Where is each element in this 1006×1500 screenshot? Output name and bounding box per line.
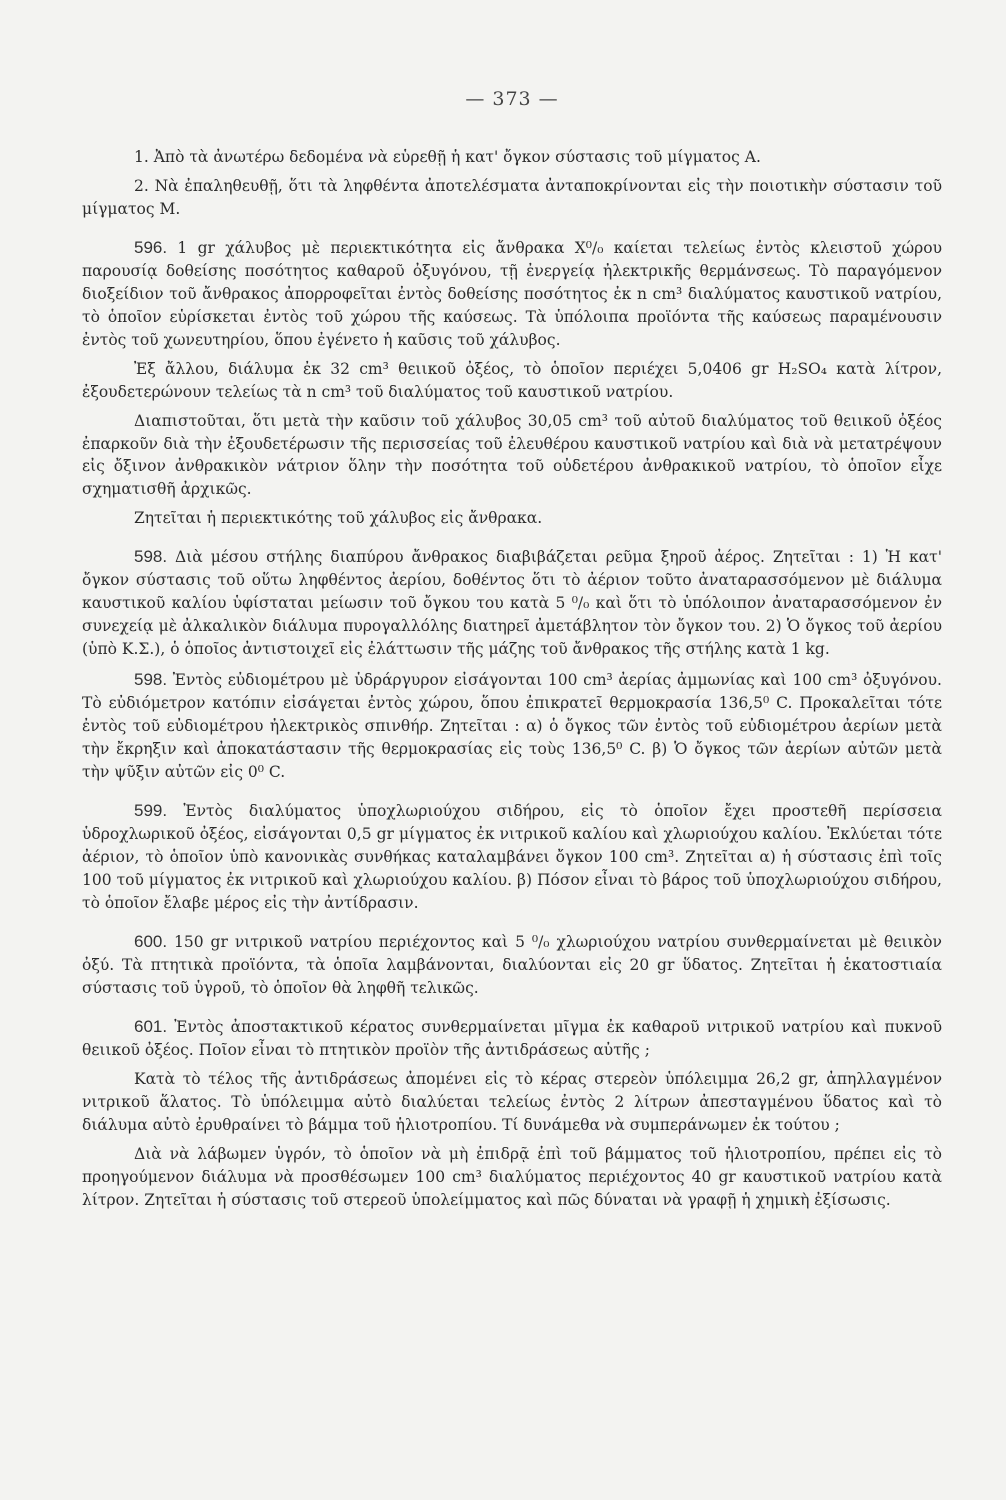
problem-599 <box>82 798 942 915</box>
page-number: — 373 — <box>465 88 559 110</box>
problem-596 <box>82 235 942 352</box>
problem-600 <box>82 929 942 1000</box>
paragraph-sulfuric-acid: Ἐξ ἄλλου, διάλυμα ἐκ 32 cm³ θειικοῦ ὀξέος, τὸ ὁποῖον περιέχει 5,0406 gr H₂SO₄ κατὰ λίτρον, ἐξουδετερώνουν τελείως τὰ n cm³ τοῦ διαλύματος τοῦ καυστικοῦ νατρίου. <box>82 359 942 401</box>
problem-601 <box>82 1014 942 1062</box>
problem-598b <box>82 667 942 784</box>
problem-text: Διὰ μέσου στήλης διαπύρου ἄνθρακος διαβιβάζεται ρεῦμα ξηροῦ ἀέρος. Ζητεῖται : 1) Ἡ κατ' ὄγκον σύστασις τοῦ οὕτω ληφθέντος ἀερίου, δοθέντος ὅτι τὸ ἀέριον τοῦτο ἀναταρασσόμενον μὲ διάλυμα καυστικοῦ καλίου ὑφίσταται μείωσιν τοῦ ὄγκου του κατὰ 5 ⁰/₀ καὶ ὅτι τὸ ὑπόλοιπον ἀναταρασσόμενον ἐν συνεχείᾳ μὲ ἀλκαλικὸν διάλυμα πυρογαλλόλης διατηρεῖ ἀμετάβλητον τὸν ὄγκον του. 2) Ὁ ὄγκος τοῦ ἀερίου (ὑπὸ Κ.Σ.), ὁ ὁποῖος ἀντιστοιχεῖ εἰς ἐλάττωσιν τῆς μάζης τοῦ ἄνθρακος τῆς στήλης κατὰ 1 kg. <box>82 548 942 659</box>
problem-number: 601. <box>134 1017 168 1037</box>
problem-598a <box>82 544 942 661</box>
paragraph-residue: Κατὰ τὸ τέλος τῆς ἀντιδράσεως ἀπομένει εἰς τὸ κέρας στερεὸν ὑπόλειμμα 26,2 gr, ἀπηλλαγμένον νιτρικοῦ ἅλατος. Τὸ ὑπόλειμμα αὐτὸ διαλύεται τελείως ἐντὸς 2 λίτρων ἀπεσταγμένου ὕδατος καὶ τὸ διάλυμα αὐτὸ ἐρυθραίνει τὸ βάμμα τοῦ ἡλιοτροπίου. Τί δυνάμεθα νὰ συμπεράνωμεν ἐκ τούτου ; <box>82 1070 942 1134</box>
problem-number: 598. <box>134 670 168 690</box>
problem-number: 596. <box>134 237 168 257</box>
problem-text: 150 gr νιτρικοῦ νατρίου περιέχοντος καὶ 5 ⁰/₀ χλωριούχου νατρίου συνθερμαίνεται μὲ θειικὸν ὀξύ. Τὰ πτητικὰ προϊόντα, τὰ ὁποῖα λαμβάνονται, διαλύονται εἰς 20 gr ὕδατος. Ζητεῖται ἡ ἑκατοστιαία σύστασις τοῦ ὑγροῦ, τὸ ὁποῖον θὰ ληφθῆ τελικῶς. <box>82 933 942 998</box>
problem-number: 600. <box>134 932 168 951</box>
problem-text: Ἐντὸς διαλύματος ὑποχλωριούχου σιδήρου, εἰς τὸ ὁποῖον ἔχει προστεθῆ περίσσεια ὑδροχλωρικοῦ ὀξέος, εἰσάγονται 0,5 gr μίγματος ἐκ νιτρικοῦ καλίου καὶ χλωριούχου καλίου. Ἐκλύεται τότε ἀέριον, τὸ ὁποῖον ὑπὸ κανονικὰς συνθήκας καταλαμβάνει ὄγκον 100 cm³. Ζητεῖται α) ἡ σύστασις ἐπὶ τοῖς 100 τοῦ μίγματος ἐκ νιτρικοῦ καὶ χλωριούχου καλίου. β) Πόσον εἶναι τὸ βάρος τοῦ ὑποχλωριούχου σιδήρου, τὸ ὁποῖον ἔλαβε μέρος εἰς τὴν ἀντίδρασιν. <box>82 802 942 913</box>
problem-text: Ἐντὸς ἀποστακτικοῦ κέρατος συνθερμαίνεται μῖγμα ἐκ καθαροῦ νιτρικοῦ νατρίου καὶ πυκνοῦ θειικοῦ ὀξέος. Ποῖον εἶναι τὸ πτητικὸν προϊὸν τῆς ἀντιδράσεως αὐτῆς ; <box>82 1018 942 1060</box>
paragraph-neutralization: Διαπιστοῦται, ὅτι μετὰ τὴν καῦσιν τοῦ χάλυβος 30,05 cm³ τοῦ αὐτοῦ διαλύματος τοῦ θειικοῦ ὀξέος ἐπαρκοῦν διὰ τὴν ἐξουδετέρωσιν τῆς περισσείας τοῦ ἐλευθέρου καυστικοῦ νατρίου καὶ διὰ νὰ μετατρέψουν εἰς ὄξινον ἀνθρακικὸν νάτριον ὅλην τὴν ποσότητα τοῦ οὐδετέρου ἀνθρακικοῦ νατρίου, τὸ ὁποῖον εἶχε σχηματισθῆ ἀρχικῶς. <box>82 411 942 499</box>
paragraph-question-596: Ζητεῖται ἡ περιεκτικότης τοῦ χάλυβος εἰς ἄνθρακα. <box>134 509 543 528</box>
problem-number: 599. <box>134 801 168 821</box>
problem-text: 1 gr χάλυβος μὲ περιεκτικότητα εἰς ἄνθρακα X⁰/₀ καίεται τελείως ἐντὸς κλειστοῦ χώρου παρουσίᾳ δοθείσης ποσότητος καθαροῦ ὀξυγόνου, τῇ ἐνεργείᾳ ἠλεκτρικῆς θερμάνσεως. Τὸ παραγόμενον διοξείδιον τοῦ ἄνθρακος ἀπορροφεῖται ἐντὸς δοθείσης ποσότητος ἐκ n cm³ διαλύματος καυστικοῦ νατρίου, τὸ ὁποῖον εὑρίσκεται ἐντὸς τοῦ χώρου τῆς καύσεως. Τὰ ὑπόλοιπα προϊόντα τῆς καύσεως παραμένουσιν ἐντὸς τοῦ χωνευτηρίου, ὅπου ἐγένετο ἡ καῦσις τοῦ χάλυβος. <box>82 238 942 349</box>
problem-text: Ἐντὸς εὐδιομέτρου μὲ ὑδράργυρον εἰσάγονται 100 cm³ ἀερίας ἀμμωνίας καὶ 100 cm³ ὀξυγόνου. Τὸ εὐδιόμετρον κατόπιν εἰσάγεται ἐντὸς χώρου, ὅπου ἐπικρατεῖ θερμοκρασία 136,5⁰ C. Προκαλεῖται τότε ἐντὸς τοῦ εὐδιομέτρου ἠλεκτρικὸς σπινθήρ. Ζητεῖται : α) ὁ ὄγκος τῶν ἐντὸς τοῦ εὐδιομέτρου ἀερίων μετὰ τὴν ἔκρηξιν καὶ ἀποκατάστασιν τῆς θερμοκρασίας εἰς τοὺς 136,5⁰ C. β) Ὁ ὄγκος τῶν ἀερίων αὐτῶν μετὰ τὴν ψῦξιν αὐτῶν εἰς 0⁰ C. <box>82 671 942 782</box>
paragraph-litmus: Διὰ νὰ λάβωμεν ὑγρόν, τὸ ὁποῖον νὰ μὴ ἐπιδρᾷ ἐπὶ τοῦ βάμματος τοῦ ἡλιοτροπίου, πρέπει εἰς τὸ προηγούμενον διάλυμα νὰ προσθέσωμεν 100 cm³ διαλύματος περιέχοντος 40 gr καυστικοῦ νατρίου κατὰ λίτρον. Ζητεῖται ἡ σύστασις τοῦ στερεοῦ ὑπολείμματος καὶ πῶς δύναται νὰ γραφῇ ἡ χημικὴ ἐξίσωσις. <box>82 1144 942 1209</box>
paragraph-item-2: 2. Νὰ ἐπαληθευθῇ, ὅτι τὰ ληφθέντα ἀποτελέσματα ἀνταποκρίνονται εἰς τὴν ποιοτικὴν σύστασιν τοῦ μίγματος Μ. <box>82 176 942 218</box>
problem-number: 598. <box>134 547 168 567</box>
paragraph-item-1: 1. Ἀπὸ τὰ ἀνωτέρω δεδομένα νὰ εὑρεθῇ ἡ κατ' ὄγκον σύστασις τοῦ μίγματος Α. <box>134 148 761 166</box>
